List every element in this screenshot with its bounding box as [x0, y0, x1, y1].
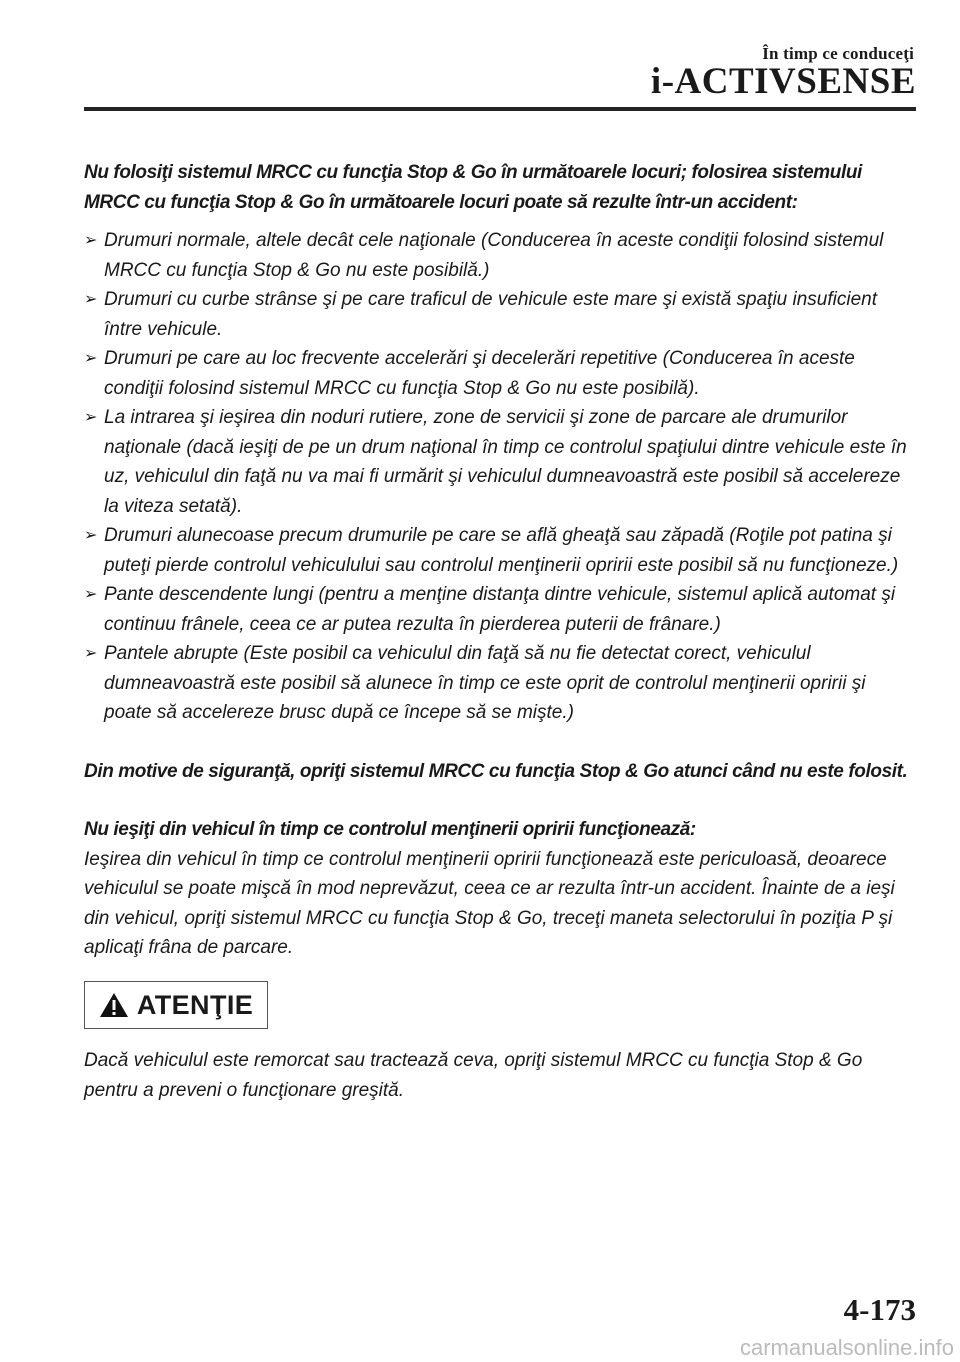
exit-heading: Nu ieşiţi din vehicul în timp ce controlul menţinerii opririi funcţionează:	[84, 819, 696, 840]
caution-body: Dacă vehiculul este remorcat sau tractează ceva, opriţi sistemul MRCC cu funcţia Stop & Go pentru a preveni o funcţionare greşită.	[84, 1050, 863, 1101]
list-item	[84, 285, 916, 344]
header-rule	[84, 107, 916, 111]
list-item-text: Drumuri pe care au loc frecvente accelerări şi decelerări repetitive (Conducerea în aceste condiţii folosind sistemul MRCC cu funcţia Stop & Go nu este posibilă).	[104, 348, 855, 399]
arrow-bullet-icon: ➢	[84, 350, 98, 367]
list-item-text: Drumuri cu curbe strânse şi pe care traficul de vehicule este mare şi există spaţiu insuficient între vehicule.	[104, 289, 878, 340]
list-item-text: Pantele abrupte (Este posibil ca vehiculul din faţă să nu fie detectat corect, vehiculul dumneavoastră este posibil să alunece în timp ce este oprit de controlul menţinerii opririi şi poate să accelereze brusc după ce începe să se mişte.)	[104, 643, 866, 723]
exit-body: Ieşirea din vehicul în timp ce controlul menţinerii opririi funcţionează este periculoasă, deoarece vehiculul se poate mişcă în mod neprevăzut, ceea ce ar rezulta într-un accident. Înainte de a ieşi din vehicul, opriţi sistemul MRCC cu funcţia Stop & Go, treceţi maneta selectorului în poziţia P şi aplicaţi frâna de parcare.	[84, 848, 895, 958]
list-item	[84, 580, 916, 639]
warning-triangle-icon	[99, 992, 129, 1018]
watermark: carmanualsonline.info	[739, 1335, 954, 1360]
warning-intro: Nu folosiţi sistemul MRCC cu funcţia Stop & Go în următoarele locuri; folosirea sistemului MRCC cu funcţia Stop & Go în următoarele locuri poate să rezulte într-un accident:	[84, 162, 862, 213]
list-item	[84, 521, 916, 580]
list-item-text: Drumuri normale, altele decât cele naţionale (Conducerea în aceste condiţii folosind sistemul MRCC cu funcţia Stop & Go nu este posibilă.)	[104, 230, 884, 281]
arrow-bullet-icon: ➢	[84, 527, 98, 544]
list-item	[84, 226, 916, 285]
page-number: 4-173	[843, 1292, 916, 1327]
list-item-text: La intrarea şi ieşirea din noduri rutiere, zone de servicii şi zone de parcare ale drumurilor naţionale (dacă ieşiţi de pe un drum naţional în timp ce controlul spaţiului dintre vehicule este în uz, vehiculul din faţă nu va mai fi urmărit şi vehiculul dumneavoastră este posibil să accelereze la viteza setată).	[104, 407, 907, 517]
bullet-list	[84, 226, 916, 728]
caution-label-box	[84, 981, 268, 1029]
header-chapter-title: i-ACTIVSENSE	[650, 61, 916, 102]
list-item	[84, 403, 916, 521]
warning-content	[84, 158, 916, 963]
caution-text	[84, 1046, 916, 1105]
list-item	[84, 344, 916, 403]
list-item-text: Drumuri alunecoase precum drumurile pe care se află gheaţă sau zăpadă (Roţile pot patina şi puteţi pierde controlul vehiculului sau controlul menţinerii opririi este posibil să nu funcţioneze.)	[104, 525, 899, 576]
caution-label: ATENŢIE	[136, 989, 254, 1020]
arrow-bullet-icon: ➢	[84, 409, 98, 426]
arrow-bullet-icon: ➢	[84, 232, 98, 249]
safety-note: Din motive de siguranţă, opriţi sistemul MRCC cu funcţia Stop & Go atunci când nu este folosit.	[84, 760, 908, 782]
list-item	[84, 639, 916, 728]
header-section: În timp ce conduceţi	[762, 44, 914, 63]
list-item-text: Pante descendente lungi (pentru a menţine distanţa dintre vehicule, sistemul aplică automat şi continuu frânele, ceea ce ar putea rezulta în pierderea puterii de frânare.)	[104, 584, 896, 635]
arrow-bullet-icon: ➢	[84, 291, 98, 308]
arrow-bullet-icon: ➢	[84, 645, 98, 662]
arrow-bullet-icon: ➢	[84, 586, 98, 603]
